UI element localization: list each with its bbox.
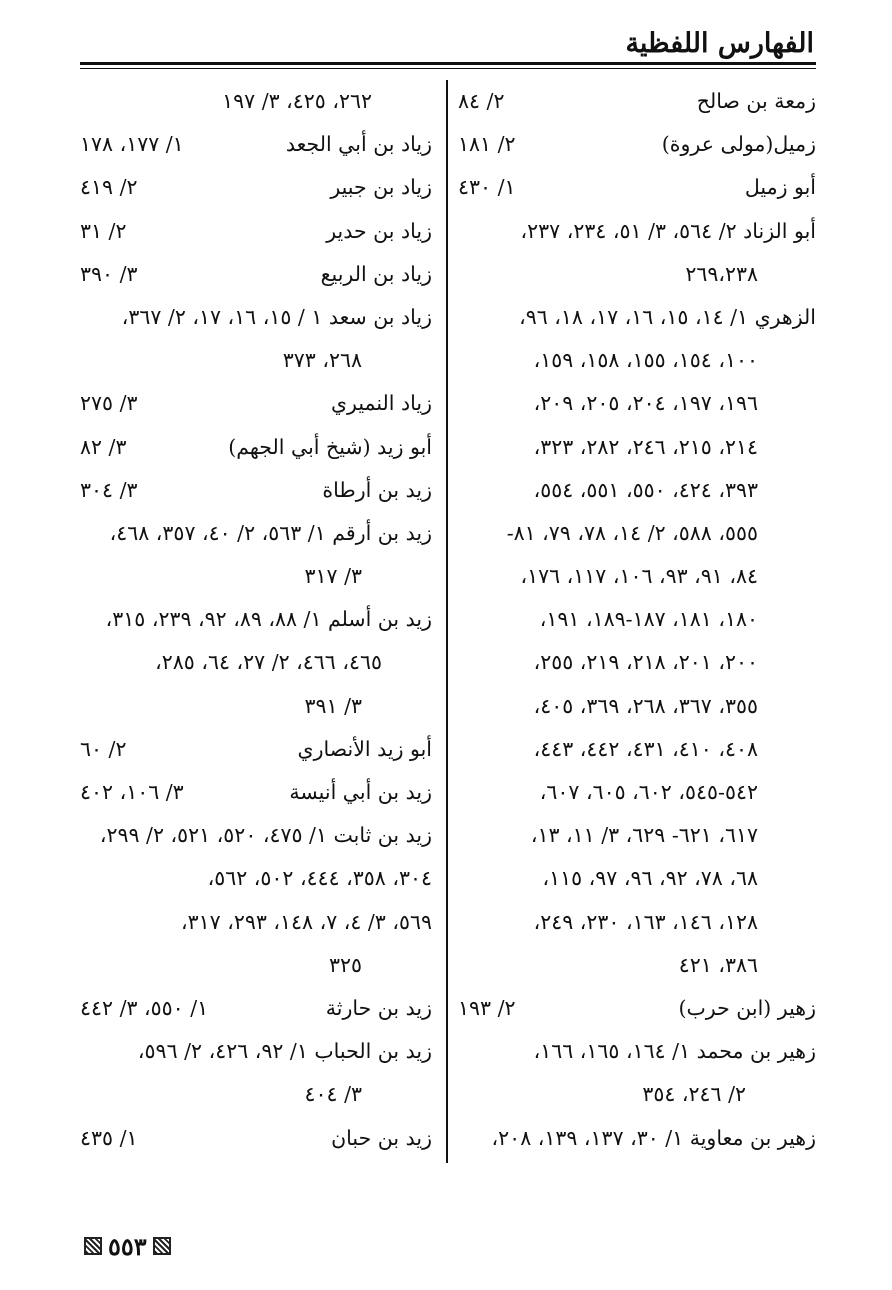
entry-continuation: ٣٩٣، ٤٢٤، ٥٥٠، ٥٥١، ٥٥٤، — [533, 477, 758, 502]
index-line — [458, 1073, 816, 1116]
entry-text: زيد بن الحباب ١/ ٩٢، ٤٢٦، ٢/ ٥٩٦، — [137, 1039, 432, 1064]
entry-pages: ١/ ١٧٧، ١٧٨ — [80, 132, 184, 157]
right-column — [458, 80, 816, 1160]
index-line — [458, 857, 816, 900]
index-line — [458, 598, 816, 641]
entry-name: أبو زيد (شيخ أبي الجهم) — [228, 434, 432, 459]
entry-text: الزهري ١/ ١٤، ١٥، ١٦، ١٧، ١٨، ٩٦، — [519, 304, 816, 329]
index-line — [458, 814, 816, 857]
entry-pages: ٣/ ٢٧٥ — [80, 391, 138, 416]
entry-continuation: ١٩٦، ١٩٧، ٢٠٤، ٢٠٥، ٢٠٩، — [533, 391, 758, 416]
index-line — [458, 641, 816, 684]
index-line — [458, 469, 816, 512]
entry-text: زهير بن محمد ١/ ١٦٤، ١٦٥، ١٦٦، — [533, 1039, 816, 1064]
index-line — [80, 123, 432, 166]
entry-continuation: ٢/ ٢٤٦، ٣٥٤ — [642, 1082, 746, 1107]
left-column — [80, 80, 432, 1160]
entry-continuation: ٤٦٥، ٤٦٦، ٢/ ٢٧، ٦٤، ٢٨٥، — [155, 650, 382, 675]
entry-pages: ٣/ ١٠٦، ٤٠٢ — [80, 780, 184, 804]
index-line — [80, 210, 432, 253]
entry-pages: ٢/ ٦٠ — [80, 736, 127, 761]
entry-continuation: ٣/ ٣٩١ — [304, 693, 362, 718]
index-line — [458, 339, 816, 382]
index-line — [80, 857, 432, 900]
index-line — [80, 771, 432, 814]
entry-pages: ٢/ ٣١ — [80, 218, 127, 243]
index-line — [458, 1117, 816, 1160]
index-line — [458, 123, 816, 166]
index-line — [80, 944, 432, 987]
entry-text: أبو الزناد ٢/ ٥٦٤، ٣/ ٥١، ٢٣٤، ٢٣٧، — [520, 218, 816, 243]
index-line — [458, 512, 816, 555]
entry-continuation: ٨٤، ٩١، ٩٣، ١٠٦، ١١٧، ١٧٦، — [520, 564, 758, 589]
index-line — [458, 987, 816, 1030]
column-divider — [446, 80, 448, 1163]
entry-name: زياد بن حدير — [326, 218, 432, 243]
entry-continuation: ٣٠٤، ٣٥٨، ٤٤٤، ٥٠٢، ٥٦٢، — [207, 866, 432, 891]
entry-continuation: ١٢٨، ١٤٦، ١٦٣، ٢٣٠، ٢٤٩، — [533, 909, 758, 934]
entry-text: زيد بن أرقم ١/ ٥٦٣، ٢/ ٤٠، ٣٥٧، ٤٦٨، — [109, 520, 432, 545]
index-line — [80, 339, 432, 382]
entry-continuation: ٦١٧، ٦٢١- ٦٢٩، ٣/ ١١، ١٣، — [530, 823, 758, 848]
index-line — [80, 469, 432, 512]
entry-name: زيد بن حارثة — [325, 995, 432, 1020]
index-line — [458, 1030, 816, 1073]
index-line — [80, 512, 432, 555]
entry-continuation: ٣٥٥، ٣٦٧، ٢٦٨، ٣٦٩، ٤٠٥، — [533, 693, 758, 718]
index-line — [458, 382, 816, 425]
entry-text: زياد بن سعد ١ / ١٥، ١٦، ١٧، ٢/ ٣٦٧، — [121, 304, 432, 329]
entry-pages: ١/ ٥٥٠، ٣/ ٤٤٢ — [80, 995, 209, 1020]
entry-continuation: ٤٠٨، ٤١٠، ٤٣١، ٤٤٢، ٤٤٣، — [533, 736, 758, 761]
entry-continuation: ٢٠٠، ٢٠١، ٢١٨، ٢١٩، ٢٥٥، — [533, 650, 758, 675]
entry-pages: ١/ ٤٣٥ — [80, 1125, 138, 1150]
ornament-icon — [153, 1237, 171, 1255]
index-line — [80, 641, 432, 684]
index-line — [458, 166, 816, 209]
page-title: الفهارس اللفظية — [625, 28, 814, 59]
index-line — [80, 80, 432, 123]
entry-name: زياد النميري — [330, 391, 432, 416]
entry-continuation: ٥٤٢-٥٤٥، ٦٠٢، ٦٠٥، ٦٠٧، — [539, 780, 758, 804]
entry-continuation: ٥٦٩، ٣/ ٤، ٧، ١٤٨، ٢٩٣، ٣١٧، — [181, 909, 432, 934]
index-line — [458, 901, 816, 944]
index-line — [80, 814, 432, 857]
index-line — [458, 296, 816, 339]
entry-continuation: ٣/ ٤٠٤ — [304, 1082, 362, 1107]
index-line — [80, 296, 432, 339]
entry-continuation: ٢٦٨، ٣٧٣ — [282, 348, 362, 373]
entry-pages: ٢/ ١٨١ — [458, 132, 516, 157]
entry-continuation: ٦٨، ٧٨، ٩٢، ٩٦، ٩٧، ١١٥، — [542, 866, 758, 891]
entry-continuation: ٢٦٩،٢٣٨ — [685, 261, 758, 286]
index-line — [80, 1030, 432, 1073]
entry-pages: ٢/ ١٩٣ — [458, 995, 516, 1020]
entry-name: أبو زميل — [744, 175, 816, 200]
index-line — [458, 80, 816, 123]
entry-name: زيد بن أبي أنيسة — [289, 780, 432, 804]
header-rule-thick — [80, 62, 816, 65]
index-line — [458, 685, 816, 728]
ornament-icon — [84, 1237, 102, 1255]
index-line — [80, 166, 432, 209]
entry-text: زيد بن ثابت ١/ ٤٧٥، ٥٢٠، ٥٢١، ٢/ ٢٩٩، — [99, 823, 432, 848]
index-line — [458, 944, 816, 987]
entry-pages: ٣/ ٣٠٤ — [80, 477, 138, 502]
index-line — [80, 555, 432, 598]
index-line — [80, 987, 432, 1030]
index-line — [80, 728, 432, 771]
index-line — [458, 555, 816, 598]
entry-continuation: ٣٢٥ — [328, 952, 362, 977]
entry-continuation: ٢١٤، ٢١٥، ٢٤٦، ٢٨٢، ٣٢٣، — [533, 434, 758, 459]
entry-continuation: ٣٨٦، ٤٢١ — [678, 952, 758, 977]
entry-continuation: ١٠٠، ١٥٤، ١٥٥، ١٥٨، ١٥٩، — [533, 348, 758, 373]
page-number: ٥٥٣ — [108, 1231, 147, 1261]
index-line — [80, 1073, 432, 1116]
entry-name: زمعة بن صالح — [696, 89, 816, 113]
entry-pages: ٢/ ٤١٩ — [80, 175, 138, 200]
entry-name: زياد بن الربيع — [320, 261, 432, 286]
entry-name: زيد بن أرطاة — [322, 477, 432, 502]
entry-text: زهير بن معاوية ١/ ٣٠، ١٣٧، ١٣٩، ٢٠٨، — [491, 1125, 816, 1150]
index-line — [458, 728, 816, 771]
entry-pages: ٣/ ٨٢ — [80, 434, 127, 459]
entry-name: زهير (ابن حرب) — [678, 995, 816, 1020]
entry-continuation: ٢٦٢، ٤٢٥، ٣/ ١٩٧ — [222, 89, 372, 113]
index-line — [80, 685, 432, 728]
entry-text: زيد بن أسلم ١/ ٨٨، ٨٩، ٩٢، ٢٣٩، ٣١٥، — [105, 607, 432, 632]
header-rule-thin — [80, 68, 816, 69]
index-line — [80, 382, 432, 425]
index-line — [80, 598, 432, 641]
index-line — [458, 771, 816, 814]
index-line — [80, 1117, 432, 1160]
index-line — [458, 253, 816, 296]
entry-continuation: ٣/ ٣١٧ — [304, 564, 362, 589]
entry-name: زميل(مولى عروة) — [661, 132, 816, 157]
entry-continuation: ٥٥٥، ٥٨٨، ٢/ ١٤، ٧٨، ٧٩، ٨١- — [506, 520, 758, 545]
entry-name: أبو زيد الأنصاري — [297, 736, 432, 761]
entry-pages: ١/ ٤٣٠ — [458, 175, 516, 200]
index-line — [458, 426, 816, 469]
entry-name: زياد بن جبير — [330, 175, 432, 200]
index-line — [80, 426, 432, 469]
entry-name: زيد بن حبان — [331, 1125, 432, 1150]
index-line — [80, 901, 432, 944]
index-line — [80, 253, 432, 296]
entry-continuation: ١٨٠، ١٨١، ١٨٧-١٨٩، ١٩١، — [539, 607, 758, 632]
entry-name: زياد بن أبي الجعد — [285, 132, 432, 157]
index-line — [458, 210, 816, 253]
entry-pages: ٢/ ٨٤ — [458, 89, 505, 113]
page-footer — [84, 1232, 171, 1260]
entry-pages: ٣/ ٣٩٠ — [80, 261, 138, 286]
